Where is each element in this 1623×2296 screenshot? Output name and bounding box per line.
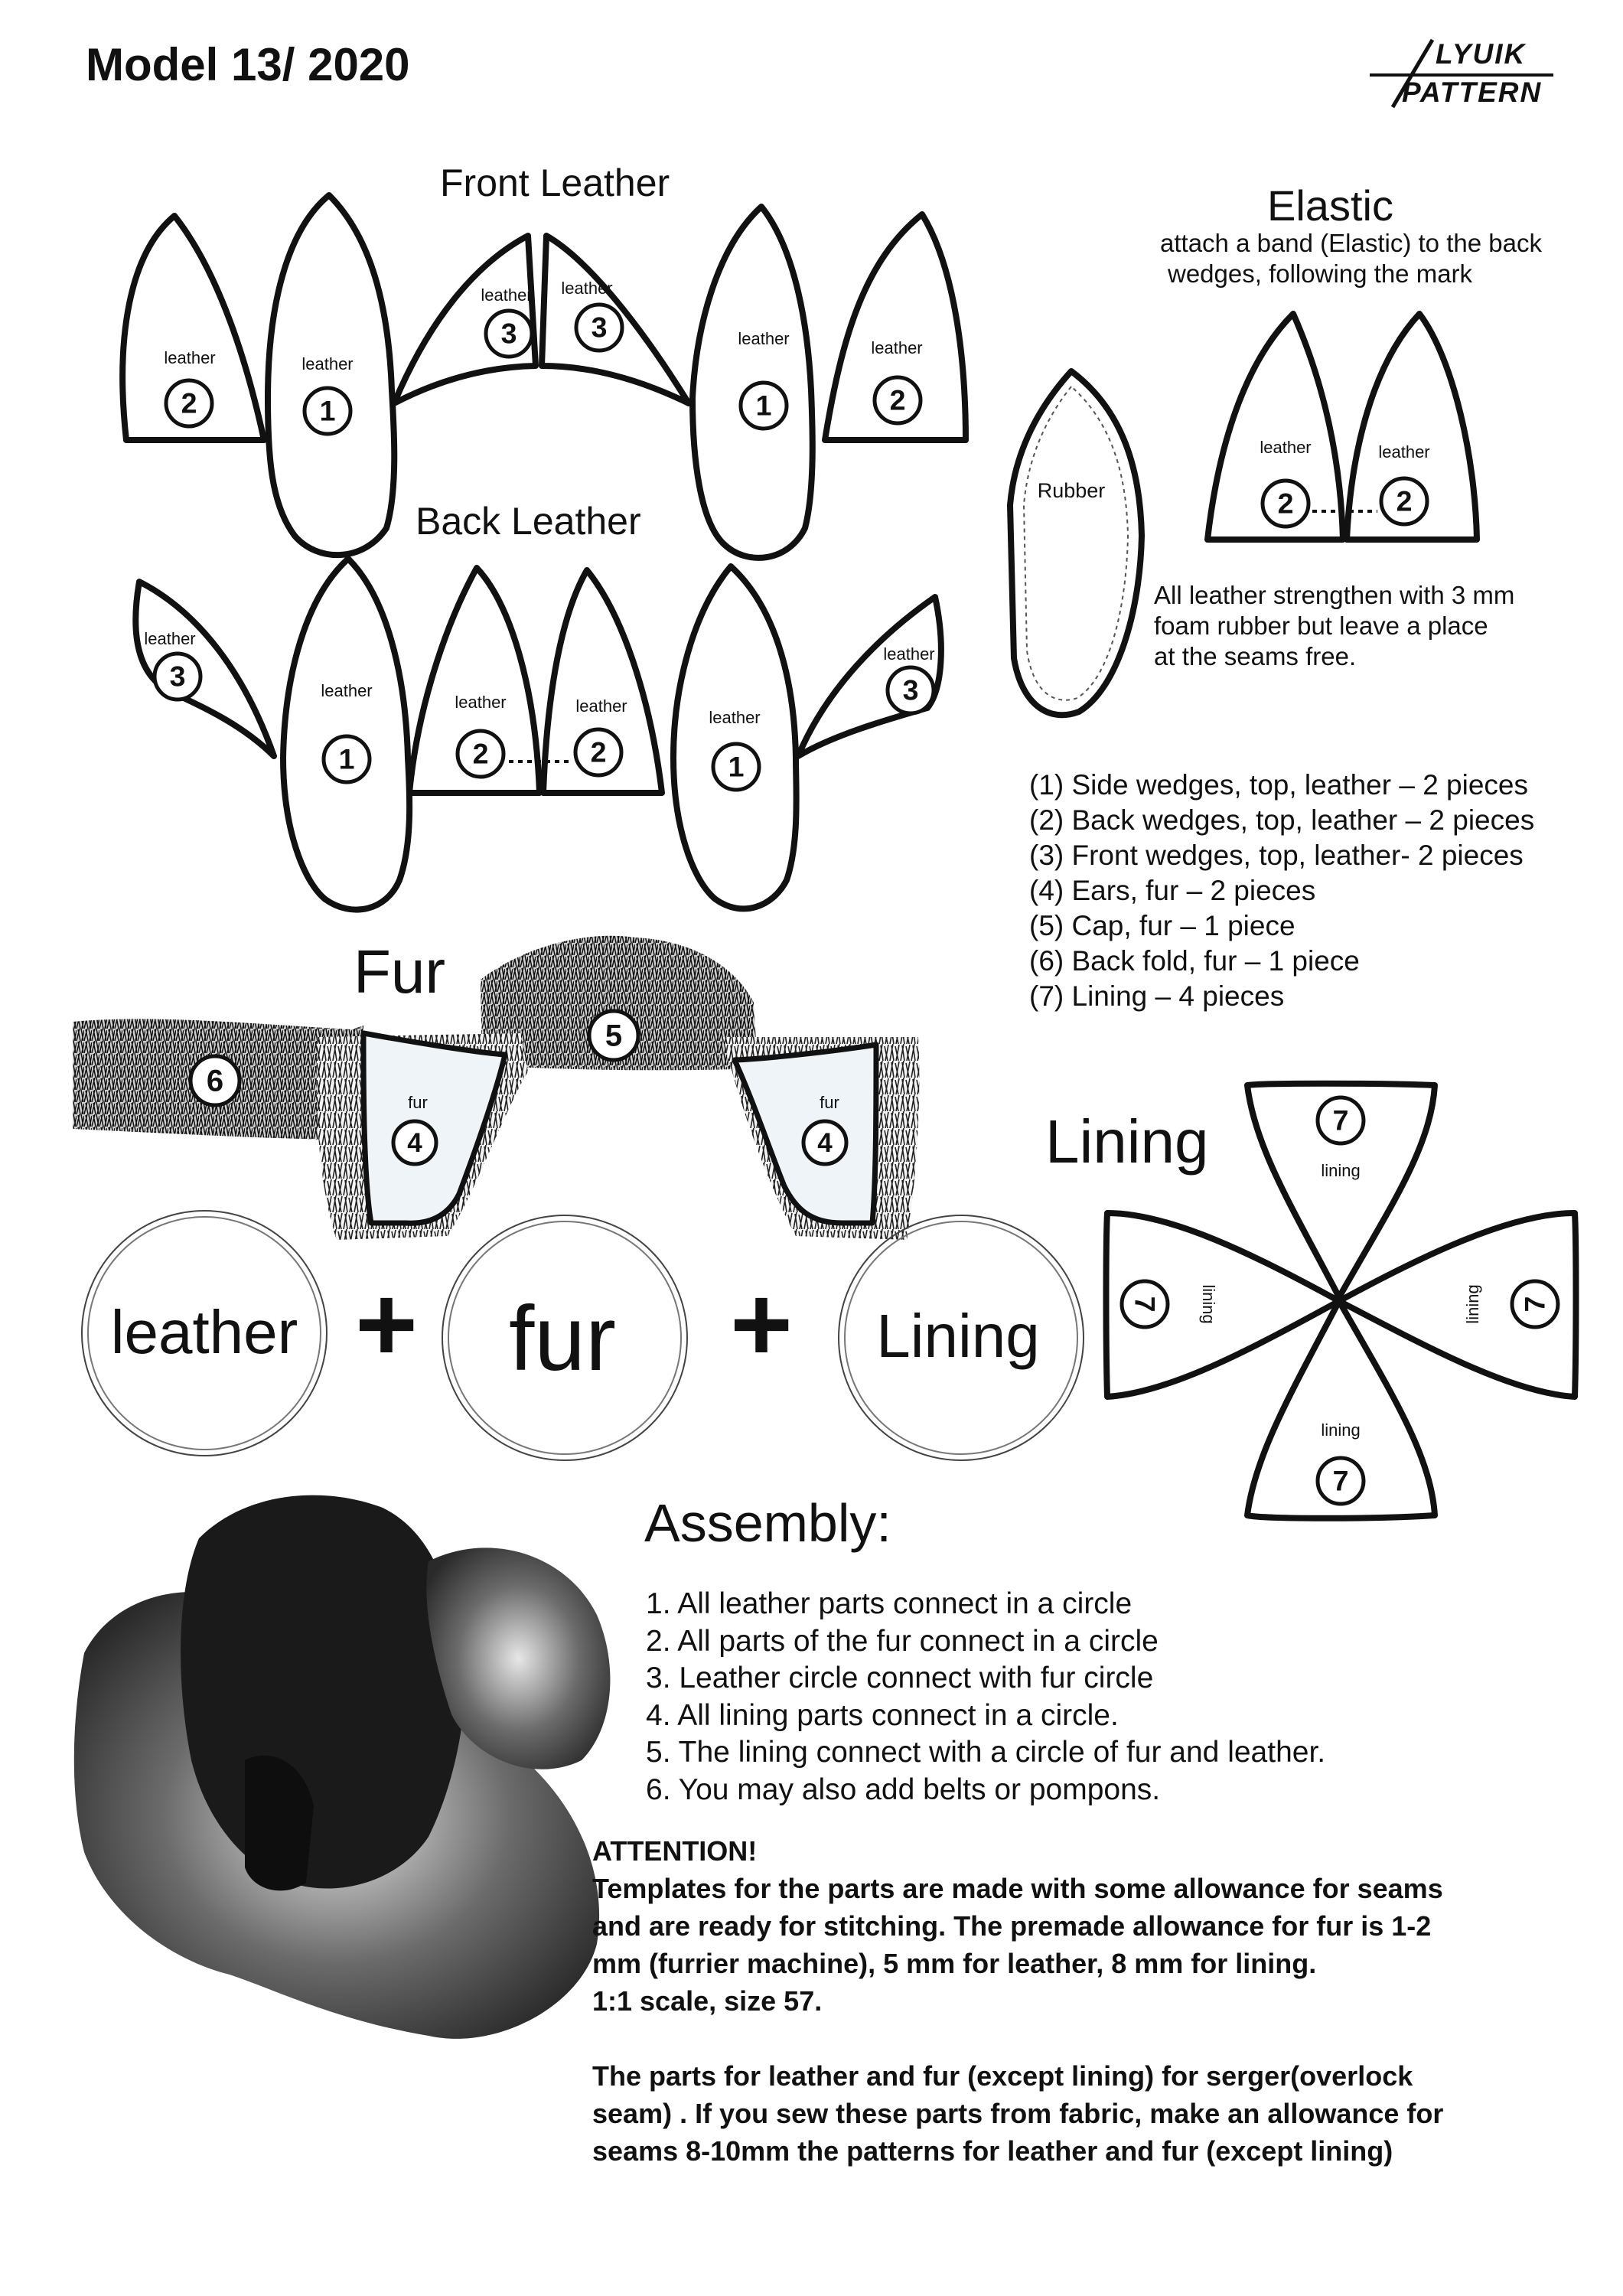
piece-number-marker <box>576 305 622 351</box>
piece-label: leather <box>575 696 627 716</box>
piece-number-marker <box>589 1011 638 1060</box>
assembly-step: 5. The lining connect with a circle of fur and leather. <box>646 1736 1326 1769</box>
combo-plus-2: + <box>730 1264 793 1384</box>
attention-line: mm (furrier machine), 5 mm for leather, 8 mm for lining. <box>592 1948 1317 1979</box>
piece-number: 3 <box>500 317 517 350</box>
piece-number-marker <box>393 1121 436 1164</box>
piece-number: 1 <box>755 389 772 422</box>
piece-number-marker <box>1122 1281 1168 1327</box>
fur-hat-photo <box>74 1495 611 2039</box>
piece-label: leather <box>738 329 790 348</box>
back-leather-title: Back Leather <box>416 500 641 543</box>
piece-label: fur <box>408 1093 428 1112</box>
piece-number: 1 <box>728 750 745 783</box>
piece-number-marker <box>1318 1097 1364 1143</box>
assembly-title: Assembly: <box>644 1493 891 1553</box>
piece-label: fur <box>820 1093 839 1112</box>
elastic-title: Elastic <box>1267 181 1393 230</box>
rubber-label: Rubber <box>1037 479 1106 502</box>
rubber-note-line: foam rubber but leave a place <box>1154 612 1488 640</box>
piece-label: lining <box>1321 1161 1361 1180</box>
piece-number: 1 <box>338 742 355 775</box>
assembly-step: 2. All parts of the fur connect in a circle <box>646 1624 1159 1658</box>
piece-number-marker <box>324 736 370 782</box>
piece-number-marker <box>875 377 921 423</box>
parts-list-item: (5) Cap, fur – 1 piece <box>1029 910 1295 941</box>
rubber-note-line: All leather strengthen with 3 mm <box>1154 581 1515 609</box>
piece-number: 3 <box>169 660 186 693</box>
piece-number: 7 <box>1332 1464 1349 1497</box>
assembly-steps <box>646 1586 1325 1808</box>
piece-number: 1 <box>319 394 336 427</box>
elastic-note-2: wedges, following the mark <box>1168 259 1473 288</box>
piece-label: leather <box>1260 438 1312 457</box>
piece-number: 2 <box>889 383 906 416</box>
piece-number-marker <box>713 744 759 790</box>
piece-label: leather <box>481 285 533 305</box>
pattern-piece-outline <box>1010 371 1142 715</box>
fur-title: Fur <box>354 938 445 1006</box>
logo-line-2: PATTERN <box>1402 77 1543 108</box>
piece-number-marker <box>1512 1281 1558 1327</box>
piece-number: 6 <box>206 1064 224 1098</box>
front-leather-title: Front Leather <box>440 161 670 204</box>
piece-label: leather <box>871 338 923 357</box>
back-leather-pieces <box>135 559 941 910</box>
piece-number: 2 <box>181 386 197 419</box>
combo-fur: fur <box>508 1287 617 1390</box>
attention-title: ATTENTION! <box>592 1835 758 1867</box>
piece-number: 2 <box>1277 487 1294 520</box>
fur-pieces <box>73 936 919 1240</box>
piece-label: leather <box>164 348 216 367</box>
parts-list-item: (4) Ears, fur – 2 pieces <box>1029 875 1316 906</box>
logo-line-1: LYUIK <box>1436 38 1527 70</box>
piece-number: 3 <box>591 311 608 344</box>
page-title: Model 13/ 2020 <box>86 39 410 90</box>
attention-block <box>592 1832 1443 2170</box>
piece-number-marker <box>305 388 350 434</box>
attention-line: and are ready for stitching. The premade allowance for fur is 1-2 <box>592 1910 1432 1942</box>
piece-label: leather <box>561 279 613 298</box>
parts-list-item: (3) Front wedges, top, leather- 2 pieces <box>1029 840 1524 871</box>
piece-number-marker <box>458 731 504 777</box>
piece-number-marker <box>155 654 200 700</box>
piece-number: 4 <box>817 1127 833 1158</box>
piece-label: leather <box>455 693 507 712</box>
piece-label: leather <box>1378 442 1430 461</box>
piece-number: 2 <box>590 735 607 768</box>
piece-number-marker <box>486 311 532 357</box>
assembly-step: 1. All leather parts connect in a circle <box>646 1587 1133 1620</box>
attention-line: seams 8-10mm the patterns for leather and fur (except lining) <box>592 2135 1393 2167</box>
piece-number-marker <box>575 729 621 775</box>
piece-label: leather <box>321 681 373 700</box>
piece-label: leather <box>709 708 761 727</box>
piece-number-marker <box>741 383 787 429</box>
hat-crown-shape <box>181 1495 465 1889</box>
combo-plus-1: + <box>355 1264 418 1384</box>
piece-label: leather <box>144 629 196 648</box>
piece-number: 7 <box>1332 1104 1349 1137</box>
piece-number-marker <box>1318 1458 1364 1504</box>
pattern-piece-outline <box>673 566 797 908</box>
pattern-piece-outline <box>283 559 409 910</box>
piece-number: 4 <box>407 1127 422 1158</box>
assembly-step: 4. All lining parts connect in a circle. <box>646 1698 1119 1732</box>
attention-line: 1:1 scale, size 57. <box>592 1985 823 2017</box>
piece-number-marker <box>191 1056 240 1105</box>
parts-list-item: (6) Back fold, fur – 1 piece <box>1029 945 1360 977</box>
piece-number: 3 <box>902 673 919 706</box>
piece-label: lining <box>1463 1284 1482 1324</box>
combo-leather: leather <box>110 1298 298 1366</box>
piece-number-marker <box>888 667 934 713</box>
attention-line: Templates for the parts are made with some allowance for seams <box>592 1873 1443 1904</box>
elastic-note-1: attach a band (Elastic) to the back <box>1160 229 1542 257</box>
parts-list <box>1029 768 1534 1014</box>
pattern-piece-outline <box>693 207 813 558</box>
piece-number-marker <box>803 1121 846 1164</box>
attention-line: seam) . If you sew these parts from fabric, make an allowance for <box>592 2098 1444 2129</box>
attention-line: The parts for leather and fur (except lining) for serger(overlock <box>592 2060 1413 2092</box>
piece-label: leather <box>883 644 935 664</box>
piece-number: 2 <box>472 737 489 770</box>
piece-number: 7 <box>1518 1296 1551 1313</box>
parts-list-item: (2) Back wedges, top, leather – 2 pieces <box>1029 804 1535 836</box>
piece-label: lining <box>1321 1420 1361 1440</box>
rubber-note-line: at the seams free. <box>1154 642 1357 670</box>
combo-lining: Lining <box>876 1302 1040 1370</box>
piece-number-marker <box>1263 481 1309 527</box>
assembly-step: 6. You may also add belts or pompons. <box>646 1773 1161 1806</box>
piece-number: 2 <box>1396 484 1413 517</box>
parts-list-item: (1) Side wedges, top, leather – 2 pieces <box>1029 769 1528 801</box>
piece-number: 7 <box>1129 1296 1162 1313</box>
piece-label: leather <box>301 354 354 373</box>
pattern-piece-outline <box>363 1033 505 1223</box>
pattern-piece-outline <box>268 195 394 555</box>
lining-title: Lining <box>1045 1107 1209 1176</box>
rubber-note <box>1154 580 1514 672</box>
piece-number-marker <box>1381 478 1427 524</box>
assembly-step: 3. Leather circle connect with fur circle <box>646 1662 1154 1694</box>
piece-number: 5 <box>605 1019 623 1053</box>
piece-label: lining <box>1199 1284 1218 1324</box>
piece-number-marker <box>166 380 212 426</box>
parts-list-item: (7) Lining – 4 pieces <box>1029 980 1285 1012</box>
